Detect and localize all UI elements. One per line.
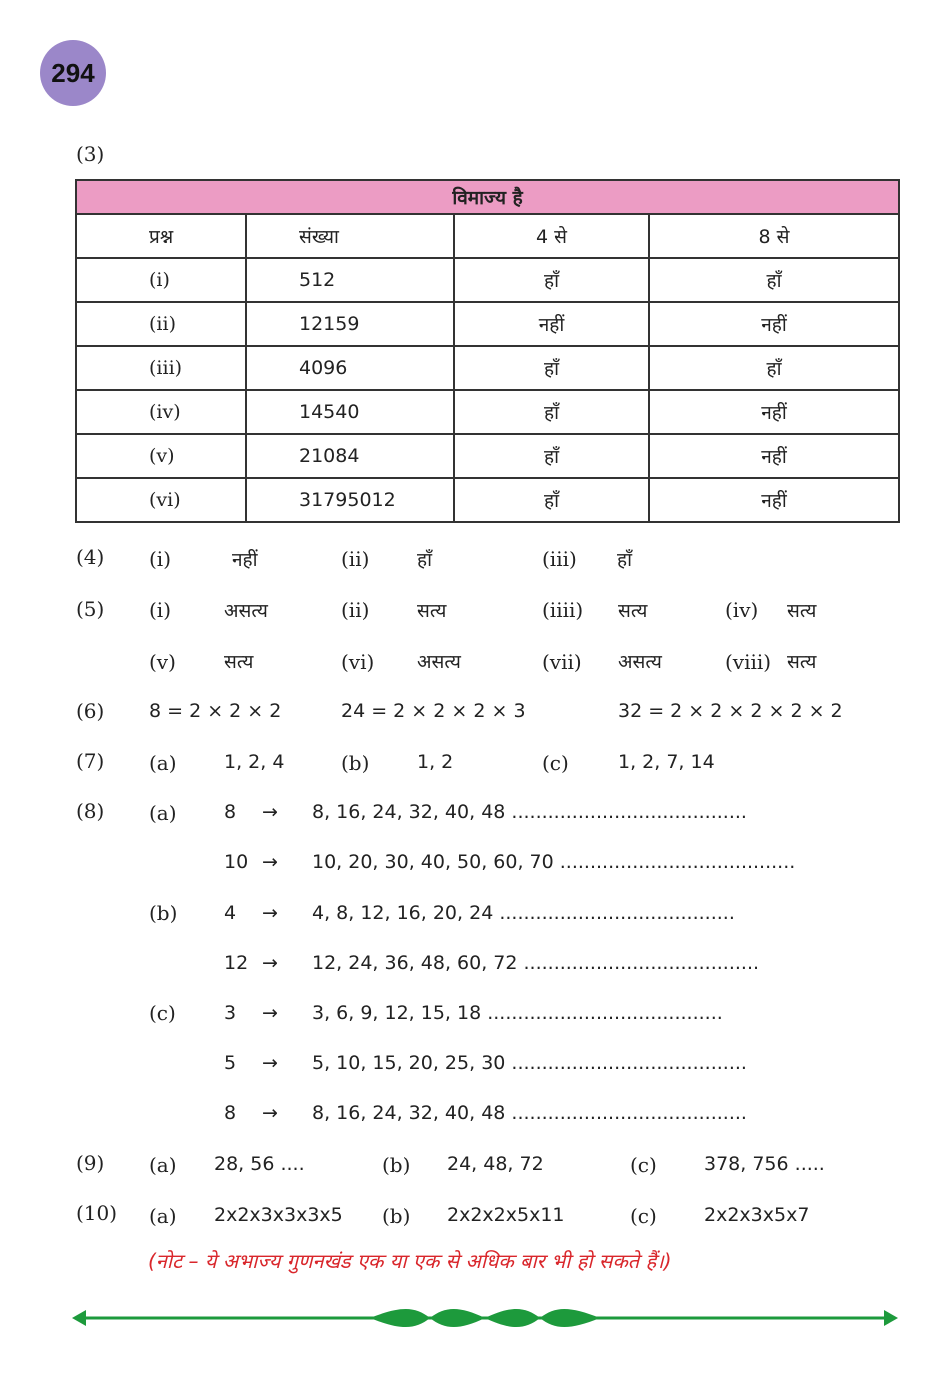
q10-item-label: (c) — [630, 1204, 657, 1228]
q8-multiples: 4, 8, 12, 16, 20, 24 ....................................... — [312, 902, 735, 924]
q7-label: (7) — [76, 749, 105, 773]
q5-item-label: (iv) — [725, 598, 759, 622]
q5-item-value: सत्य — [224, 651, 254, 673]
q7-item-value: 1, 2, 7, 14 — [618, 751, 715, 773]
decorative-divider-icon — [70, 1300, 900, 1336]
q8-number: 5 — [224, 1052, 237, 1074]
row-by-4: हाँ — [454, 390, 649, 434]
q6-factorization: 8 = 2 × 2 × 2 — [149, 700, 282, 722]
q6-factorization: 32 = 2 × 2 × 2 × 2 × 2 — [618, 700, 843, 722]
table-row — [76, 390, 899, 434]
row-number: 14540 — [246, 390, 454, 434]
table-row — [76, 346, 899, 390]
q8-number: 8 — [224, 1102, 237, 1124]
page-number-badge: 294 — [40, 40, 106, 106]
right-arrow-icon: → — [262, 1102, 278, 1124]
row-label: (v) — [76, 434, 246, 478]
section-3-label: (3) — [76, 142, 105, 166]
q8-label: (8) — [76, 799, 105, 823]
divisibility-table — [75, 179, 900, 523]
q5-item-value: सत्य — [417, 600, 447, 622]
q8-group-label: (b) — [149, 901, 178, 925]
right-arrow-icon: → — [262, 952, 278, 974]
q5-item-label: (vi) — [341, 650, 375, 674]
q7-item-value: 1, 2 — [417, 751, 454, 773]
row-by-4: नहीं — [454, 302, 649, 346]
q5-item-label: (viii) — [725, 650, 772, 674]
row-label: (iv) — [76, 390, 246, 434]
q5-item-value: असत्य — [224, 600, 268, 622]
table-title: विमाज्य है — [76, 180, 899, 214]
row-label: (ii) — [76, 302, 246, 346]
row-by-4: हाँ — [454, 258, 649, 302]
row-by-4: हाँ — [454, 478, 649, 522]
row-label: (iii) — [76, 346, 246, 390]
q4-label: (4) — [76, 545, 105, 569]
row-by-8: नहीं — [649, 302, 899, 346]
q8-multiples: 5, 10, 15, 20, 25, 30 ....................................... — [312, 1052, 747, 1074]
q10-item-label: (b) — [382, 1204, 411, 1228]
q5-label: (5) — [76, 597, 105, 621]
q4-item-label: (ii) — [341, 547, 370, 571]
q7-item-label: (c) — [542, 751, 569, 775]
q5-item-label: (iiii) — [542, 598, 584, 622]
q8-group-label: (c) — [149, 1001, 176, 1025]
q5-item-label: (ii) — [341, 598, 370, 622]
q4-item-label: (iii) — [542, 547, 577, 571]
row-by-8: नहीं — [649, 390, 899, 434]
row-number: 512 — [246, 258, 454, 302]
q5-item-label: (v) — [149, 650, 176, 674]
q9-item-label: (b) — [382, 1153, 411, 1177]
row-number: 4096 — [246, 346, 454, 390]
q10-label: (10) — [76, 1201, 118, 1225]
note-text: (नोट – ये अभाज्य गुणनखंड एक या एक से अधिक बार भी हो सकते हैं।) — [148, 1249, 672, 1273]
q5-item-label: (vii) — [542, 650, 582, 674]
q9-label: (9) — [76, 1151, 105, 1175]
q9-item-value: 28, 56 .... — [214, 1153, 305, 1175]
q8-number: 3 — [224, 1002, 237, 1024]
row-by-8: हाँ — [649, 258, 899, 302]
q5-item-value: सत्य — [787, 600, 817, 622]
q5-item-value: असत्य — [618, 651, 662, 673]
right-arrow-icon: → — [262, 1002, 278, 1024]
row-number: 31795012 — [246, 478, 454, 522]
row-by-4: हाँ — [454, 346, 649, 390]
q7-item-label: (b) — [341, 751, 370, 775]
q4-item-value: हाँ — [417, 549, 433, 571]
row-by-8: हाँ — [649, 346, 899, 390]
q8-multiples: 10, 20, 30, 40, 50, 60, 70 ....................................... — [312, 851, 796, 873]
q5-item-label: (i) — [149, 598, 172, 622]
q8-multiples: 12, 24, 36, 48, 60, 72 ....................................... — [312, 952, 760, 974]
header-by-8: 8 से — [649, 214, 899, 258]
table-header-row — [76, 214, 899, 258]
q9-item-value: 24, 48, 72 — [447, 1153, 544, 1175]
q9-item-label: (a) — [149, 1153, 177, 1177]
q5-item-value: सत्य — [787, 651, 817, 673]
q10-item-value: 2x2x3x5x7 — [704, 1204, 810, 1226]
row-label: (vi) — [76, 478, 246, 522]
right-arrow-icon: → — [262, 851, 278, 873]
q4-item-value: नहीं — [232, 549, 258, 571]
row-by-8: नहीं — [649, 478, 899, 522]
table-row — [76, 434, 899, 478]
q8-number: 12 — [224, 952, 249, 974]
q5-item-value: असत्य — [417, 651, 461, 673]
right-arrow-icon: → — [262, 1052, 278, 1074]
q7-item-value: 1, 2, 4 — [224, 751, 285, 773]
row-number: 21084 — [246, 434, 454, 478]
q9-item-value: 378, 756 ..... — [704, 1153, 825, 1175]
q8-number: 10 — [224, 851, 249, 873]
q8-number: 4 — [224, 902, 237, 924]
row-by-8: नहीं — [649, 434, 899, 478]
header-question: प्रश्न — [76, 214, 246, 258]
q6-label: (6) — [76, 699, 105, 723]
table-row — [76, 478, 899, 522]
q8-multiples: 8, 16, 24, 32, 40, 48 ....................................... — [312, 1102, 747, 1124]
q7-item-label: (a) — [149, 751, 177, 775]
q4-item-label: (i) — [149, 547, 172, 571]
q10-item-value: 2x2x3x3x3x5 — [214, 1204, 343, 1226]
right-arrow-icon: → — [262, 801, 278, 823]
row-by-4: हाँ — [454, 434, 649, 478]
header-by-4: 4 से — [454, 214, 649, 258]
q5-item-value: सत्य — [618, 600, 648, 622]
row-label: (i) — [76, 258, 246, 302]
row-number: 12159 — [246, 302, 454, 346]
q10-item-label: (a) — [149, 1204, 177, 1228]
q10-item-value: 2x2x2x5x11 — [447, 1204, 565, 1226]
q8-multiples: 3, 6, 9, 12, 15, 18 ....................................... — [312, 1002, 723, 1024]
q4-item-value: हाँ — [617, 549, 633, 571]
q8-number: 8 — [224, 801, 237, 823]
table-row — [76, 258, 899, 302]
q6-factorization: 24 = 2 × 2 × 2 × 3 — [341, 700, 526, 722]
right-arrow-icon: → — [262, 902, 278, 924]
q8-group-label: (a) — [149, 801, 177, 825]
table-row — [76, 302, 899, 346]
header-number: संख्या — [246, 214, 454, 258]
q9-item-label: (c) — [630, 1153, 657, 1177]
q8-multiples: 8, 16, 24, 32, 40, 48 ....................................... — [312, 801, 747, 823]
